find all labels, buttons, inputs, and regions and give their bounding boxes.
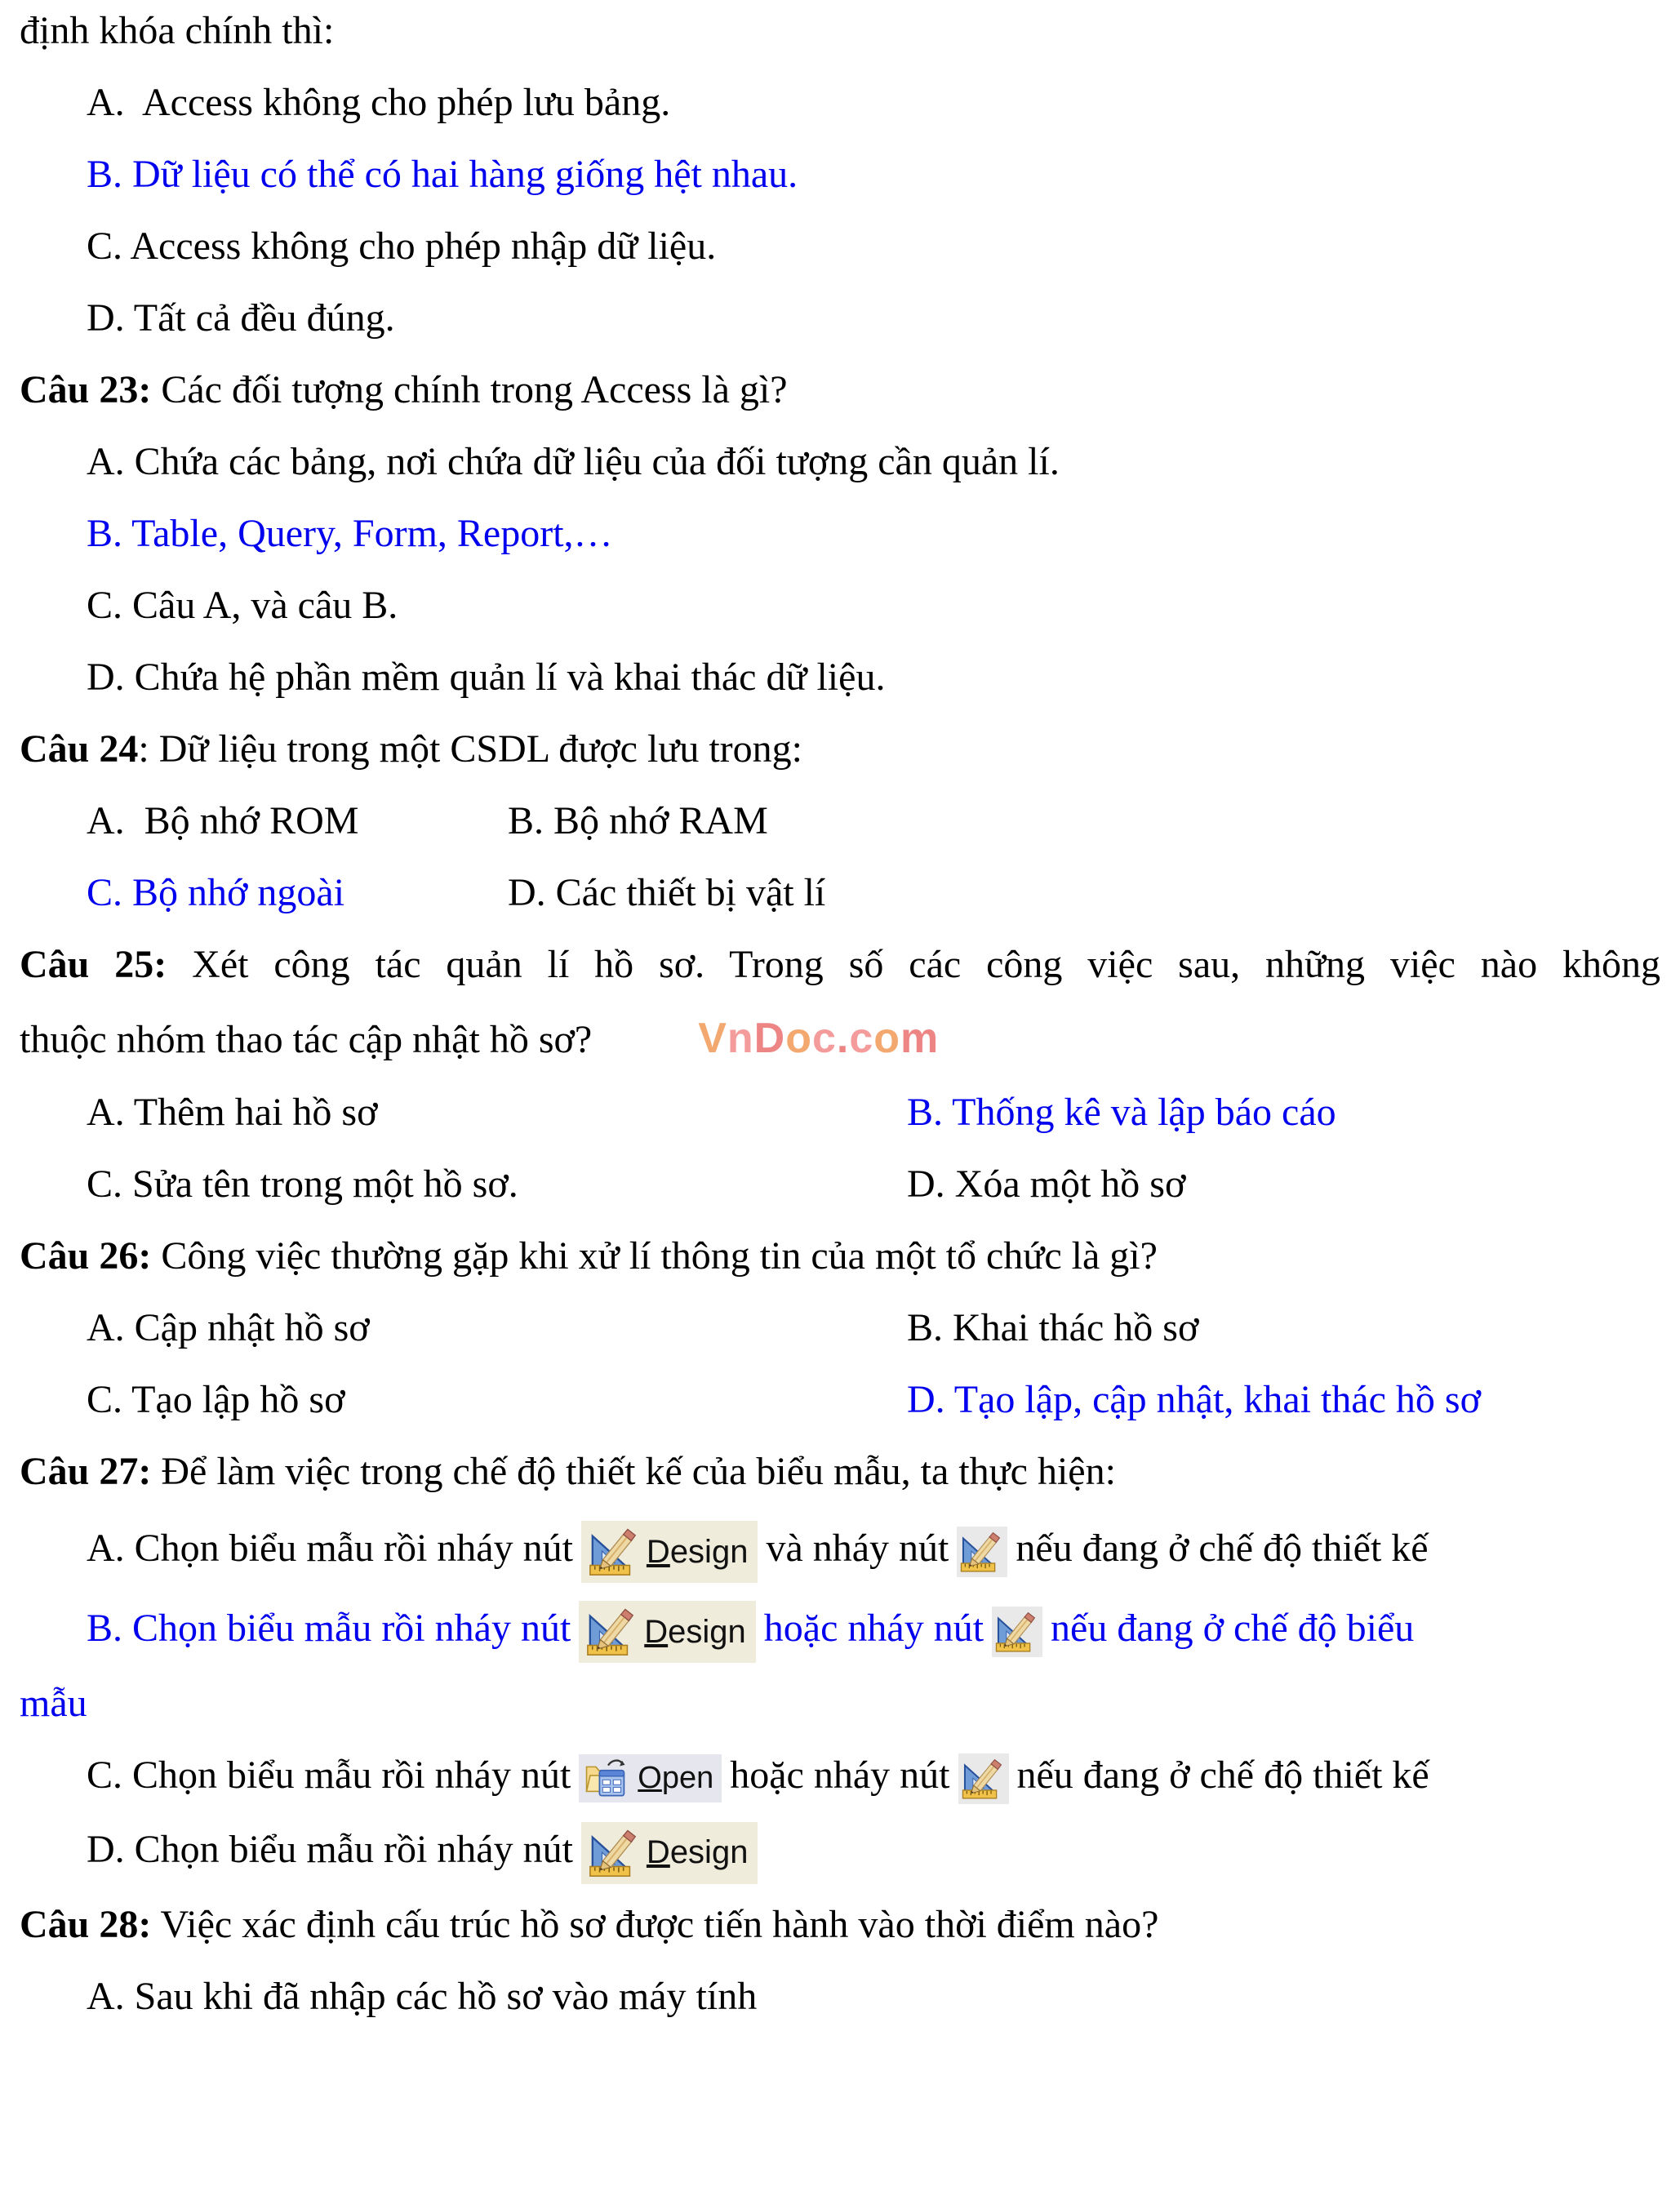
q23-question-text: Các đối tượng chính trong Access là gì? [151,368,788,411]
watermark-letter: V [698,1015,727,1062]
design-ruler-pencil-icon [588,1525,642,1579]
q27-option-b-text-pre: B. Chọn biểu mẫu rồi nháy nút [87,1607,571,1651]
watermark-letter: c [811,1015,837,1062]
q26-option-a-text: A. Cập nhật hồ sơ [87,1306,370,1349]
design-icon-small [958,1753,1009,1804]
design-ruler-pencil-icon [994,1609,1040,1655]
q23-option-c [87,583,1660,628]
watermark-letter: n [727,1015,754,1062]
design-label-rest: esign [668,1613,746,1650]
q24-question-text: : Dữ liệu trong một CSDL được lưu trong: [138,727,802,771]
question-25-line1 [20,942,1660,987]
open-label-first-letter: O [638,1761,662,1796]
question-22-intro-text: định khóa chính thì: [20,9,335,52]
question-24 [20,727,1660,771]
open-label-rest: pen [661,1761,714,1796]
q24-label: Câu 24 [20,727,139,771]
design-label-first-letter: D [646,1533,670,1570]
q27-option-d-text-pre: D. Chọn biểu mẫu rồi nháy nút [87,1828,573,1871]
q25-option-a-text: A. Thêm hai hồ sơ [87,1091,378,1134]
q26-option-c-text: C. Tạo lập hồ sơ [87,1378,345,1421]
q22-option-d [87,296,1660,340]
q27-option-b-text-mid: hoặc nháy nút [763,1607,984,1651]
q27-option-b-cont-text: mẫu [20,1682,87,1725]
q27-option-b-text-post: nếu đang ở chế độ biểu [1051,1607,1415,1651]
q23-option-a [87,439,1660,484]
question-26 [20,1233,1660,1278]
q26-option-b-text: B. Khai thác hồ sơ [907,1306,1199,1349]
q26-label: Câu 26: [20,1234,152,1278]
question-27 [20,1449,1660,1494]
q28-label: Câu 28: [20,1902,152,1946]
q23-option-b-text: B. Table, Query, Form, Report,… [87,512,613,555]
q24-option-d-text: D. Các thiết bị vật lí [508,871,826,914]
q22-option-c-text: C. Access không cho phép nhập dữ liệu. [87,224,717,268]
watermark-letter: . [836,1015,850,1062]
q23-label: Câu 23: [20,368,152,411]
design-ruler-pencil-icon [961,1756,1007,1802]
q25-options-cd [87,1162,1660,1207]
watermark-letter: c [849,1015,874,1062]
open-folder-icon [584,1757,633,1800]
q25-option-b-text: B. Thống kê và lập báo cáo [907,1091,1336,1134]
q25-label: Câu 25: [20,943,167,986]
question-22-intro [20,8,1660,53]
q22-option-b-answer [87,152,1660,197]
design-ruler-pencil-icon [585,1605,639,1659]
q24-option-b-text: B. Bộ nhớ RAM [508,799,768,842]
watermark-letter: m [900,1015,940,1062]
q27-option-b-answer [87,1601,1660,1663]
design-ruler-pencil-icon [959,1529,1005,1575]
q22-option-d-text: D. Tất cả đều đúng. [87,296,395,340]
q26-options-cd [87,1377,1660,1422]
q28-option-a [87,1974,1660,2019]
question-23 [20,367,1660,412]
design-label-rest: esign [669,1834,749,1871]
design-button-label [644,1614,746,1651]
watermark-letter: D [753,1015,786,1062]
q26-options-ab [87,1305,1660,1350]
question-28 [20,1902,1660,1947]
q26-question-text: Công việc thường gặp khi xử lí thông tin của một tổ chức là gì? [151,1234,1158,1278]
q24-options-ab [87,798,1660,843]
design-icon-small [957,1527,1007,1577]
design-button [579,1601,756,1663]
design-label-first-letter: D [646,1834,670,1871]
q22-option-c [87,224,1660,269]
q27-option-d [87,1822,1660,1884]
vndoc-watermark [698,1015,939,1062]
q24-option-a-text: A. Bộ nhớ ROM [87,799,359,842]
q23-option-d [87,655,1660,700]
question-25-line2 [20,1014,1660,1063]
q24-option-c-text: C. Bộ nhớ ngoài [87,871,345,914]
design-ruler-pencil-icon [588,1826,642,1880]
q27-option-c-text-mid: hoặc nháy nút [730,1753,950,1797]
design-button-label [647,1534,749,1571]
q26-option-d-text: D. Tạo lập, cập nhật, khai thác hồ sơ [907,1378,1481,1421]
q28-question-text: Việc xác định cấu trúc hồ sơ được tiến hành vào thời điểm nào? [151,1902,1159,1946]
design-label-rest: esign [669,1533,749,1570]
q27-option-c-text-pre: C. Chọn biểu mẫu rồi nháy nút [87,1753,571,1797]
q28-option-a-text: A. Sau khi đã nhập các hồ sơ vào máy tính [87,1974,758,2018]
q22-option-a [87,80,1660,125]
q27-label: Câu 27: [20,1450,152,1493]
open-button [579,1754,722,1802]
design-button-label [647,1834,749,1871]
design-icon-small [992,1607,1042,1657]
q23-option-d-text: D. Chứa hệ phần mềm quản lí và khai thác dữ liệu. [87,656,886,699]
q25-options-ab [87,1090,1660,1135]
q25-question-text-line1: Xét công tác quản lí hồ sơ. Trong số các công việc sau, những việc nào không [167,943,1661,986]
q27-option-c-text-post: nếu đang ở chế độ thiết kế [1016,1753,1429,1797]
open-button-label [638,1761,713,1796]
q27-option-c [87,1753,1660,1804]
q25-option-d-text: D. Xóa một hồ sơ [907,1162,1186,1206]
q27-option-a-text-pre: A. Chọn biểu mẫu rồi nháy nút [87,1527,573,1571]
q23-option-b-answer [87,511,1660,556]
q27-option-b-continuation [20,1681,1660,1726]
q23-option-c-text: C. Câu A, và câu B. [87,584,398,627]
q27-option-a-text-mid: và nháy nút [766,1527,949,1571]
watermark-letter: o [785,1015,812,1062]
q27-option-a [87,1521,1660,1583]
q22-option-b-text: B. Dữ liệu có thể có hai hàng giống hệt nhau. [87,153,798,196]
design-label-first-letter: D [644,1613,669,1650]
q22-option-a-text: A. Access không cho phép lưu bảng. [87,81,671,124]
design-button [581,1521,758,1583]
q25-question-text-line2: thuộc nhóm thao tác cập nhật hồ sơ? [20,1018,593,1061]
q24-options-cd [87,870,1660,915]
q23-option-a-text: A. Chứa các bảng, nơi chứa dữ liệu của đối tượng cần quản lí. [87,440,1060,483]
design-button [581,1822,758,1884]
q27-option-a-text-post: nếu đang ở chế độ thiết kế [1016,1527,1429,1571]
q27-question-text: Để làm việc trong chế độ thiết kế của biểu mẫu, ta thực hiện: [151,1450,1116,1493]
watermark-letter: o [873,1015,901,1062]
q25-option-c-text: C. Sửa tên trong một hồ sơ. [87,1162,518,1206]
